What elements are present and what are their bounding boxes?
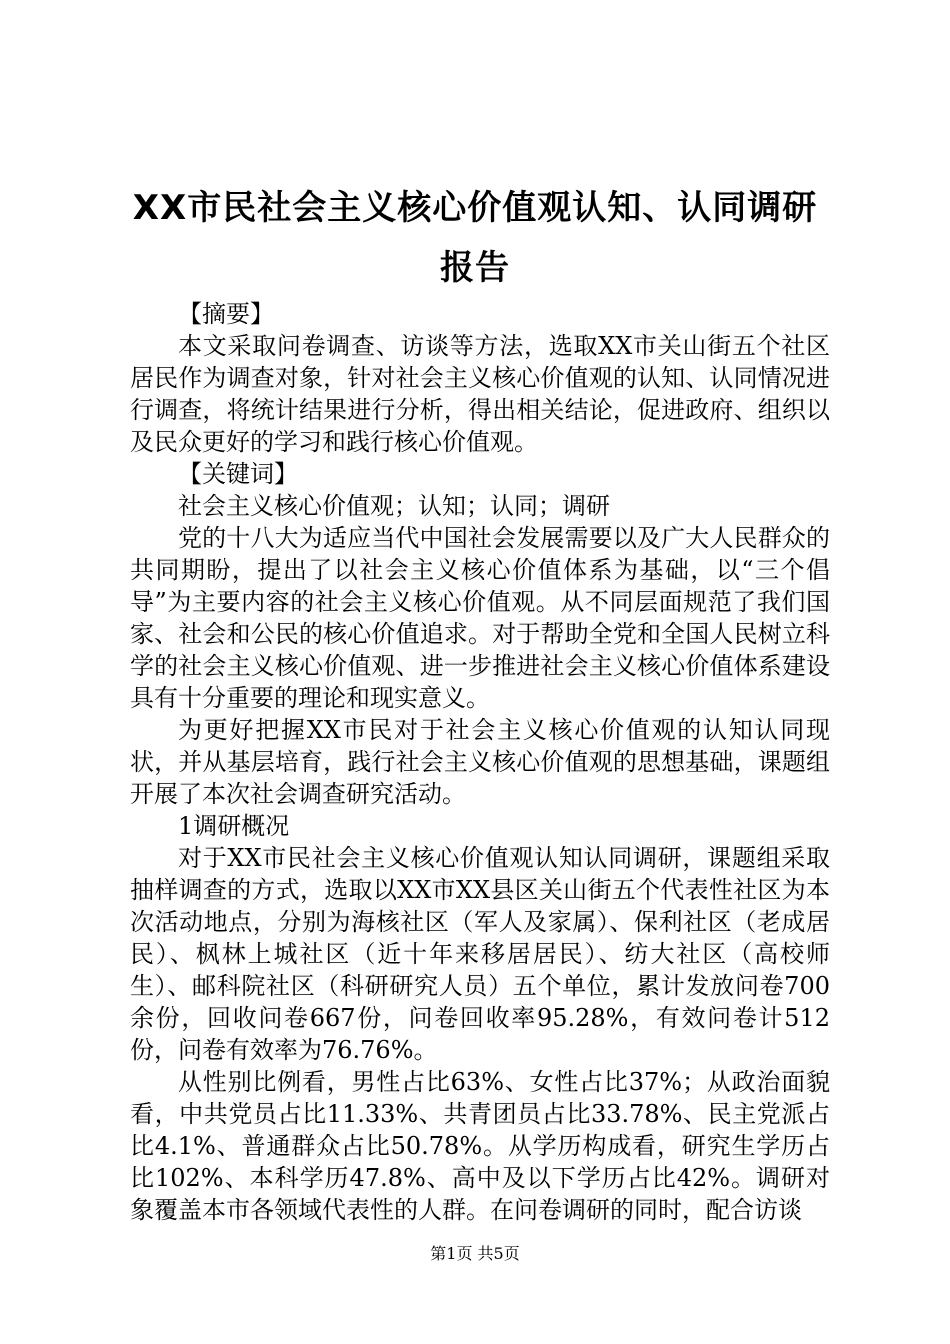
page-footer: 第1页 共5页: [430, 1244, 520, 1263]
section-heading: 1调研概况: [178, 812, 290, 840]
body-paragraph: 党的十八大为适应当代中国社会发展需要以及广大人民群众的共同期盼，提出了以社会主义核心价值体系为基础，以“三个倡导”为主要内容的社会主义核心价值观。从不同层面规范了我们国家、社会和公民的核心价值追求。对于帮助全党和全国人民树立科学的社会主义核心价值观、进一步推进社会主义核心价值体系建设具有十分重要的理论和现实意义。: [130, 524, 830, 712]
body-paragraph: 对于XX市民社会主义核心价值观认知认同调研，课题组采取抽样调查的方式，选取以XX市XX县区关山街五个代表性社区为本次活动地点，分别为海核社区（军人及家属）、保利社区（老成居民）、枫林上城社区（近十年来移居居民）、纺大社区（高校师生）、邮科院社区（科研研究人员）五个单位，累计发放问卷700余份，回收问卷667份，问卷回收率95.28%，有效问卷计512份，问卷有效率为76.76%。: [130, 844, 830, 1064]
keywords-paragraph: 社会主义核心价值观；认知；认同；调研: [178, 492, 610, 520]
abstract-paragraph: 本文采取问卷调查、访谈等方法，选取XX市关山街五个社区居民作为调查对象，针对社会主义核心价值观的认知、认同情况进行调查，将统计结果进行分析，得出相关结论，促进政府、组织以及民众更好的学习和践行核心价值观。: [130, 332, 830, 456]
keywords-heading: 【关键词】: [178, 460, 298, 488]
body-paragraph: 为更好把握XX市民对于社会主义核心价值观的认知认同现状，并从基层培育，践行社会主义核心价值观的思想基础，课题组开展了本次社会调查研究活动。: [130, 716, 830, 808]
document-title: XX市民社会主义核心价值观认知、认同调研报告: [132, 188, 818, 288]
body-paragraph: 从性别比例看，男性占比63%、女性占比37%；从政治面貌看，中共党员占比11.33%、共青团员占比33.78%、民主党派占比4.1%、普通群众占比50.78%。从学历构成看，研究生学历占比102%、本科学历47.8%、高中及以下学历占比42%。调研对象覆盖本市各领域代表性的人群。在问卷调研的同时，配合访谈: [130, 1068, 830, 1224]
abstract-heading: 【摘要】: [178, 300, 274, 328]
document-body: [130, 298, 830, 1226]
